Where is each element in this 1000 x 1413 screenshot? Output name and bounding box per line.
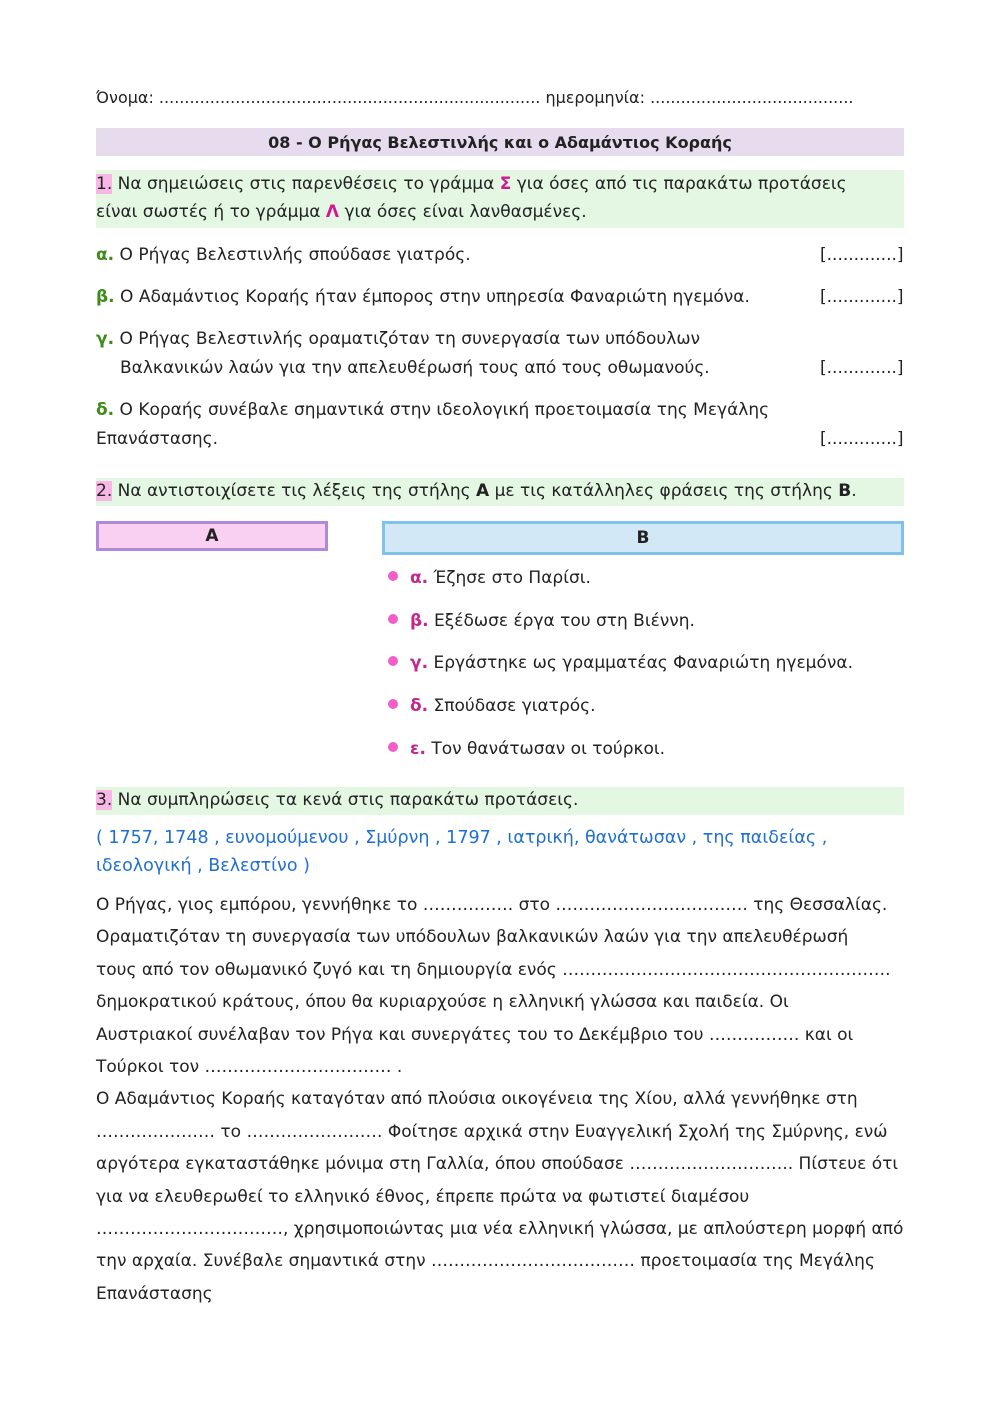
column-a-header: Α xyxy=(96,521,328,551)
tf-item-a xyxy=(96,245,471,265)
tf-item-d-answer-blank[interactable]: [.............] xyxy=(820,429,904,449)
exercise1-number: 1. xyxy=(96,174,113,194)
exercise2-number: 2. xyxy=(96,481,113,501)
exercise1-text-a: Να σημειώσεις στις παρενθέσεις το γράμμα xyxy=(112,174,500,194)
passage-line[interactable]: ……………………………, χρησιμοποιώντας μια νέα ελληνική γλώσσα, με απλούστερη μορφή από xyxy=(96,1219,904,1240)
passage-line[interactable]: τους από τον οθωμανικό ζυγό και τη δημιουργία ενός …………………………………………………. xyxy=(96,959,891,980)
fill-in-passage xyxy=(96,889,904,1310)
match-item-c-letter: γ. xyxy=(410,653,429,673)
exercise2-text-c: . xyxy=(851,481,857,501)
word-bank-line2: ιδεολογική , Βελεστίνο ) xyxy=(96,856,310,876)
tf-item-c xyxy=(96,329,700,349)
exercise2-col-b-ref: Β xyxy=(838,481,852,501)
tf-item-b-answer-blank[interactable]: [.............] xyxy=(820,287,904,307)
passage-line[interactable]: Τούρκοι τον …………………………… . xyxy=(96,1057,403,1078)
passage-line[interactable]: ………………… το …………………… Φοίτησε αρχικά στην Ευαγγελική Σχολή της Σμύρνης, ενώ xyxy=(96,1121,888,1142)
tf-item-a-text: Ο Ρήγας Βελεστινλής σπούδασε γιατρός. xyxy=(114,245,471,265)
exercise2-instruction xyxy=(96,481,857,501)
exercise1-text-c: είναι σωστές ή το γράμμα xyxy=(96,202,326,222)
page-title: 08 - Ο Ρήγας Βελεστινλής και ο Αδαμάντιος Κοραής xyxy=(96,128,904,156)
tf-item-a-answer-blank[interactable]: [.............] xyxy=(820,245,904,265)
tf-item-b-letter: β. xyxy=(96,287,115,307)
letter-lambda: Λ xyxy=(325,202,340,222)
exercise2-col-a-ref: Α xyxy=(476,481,490,501)
match-item-a[interactable] xyxy=(388,568,591,588)
passage-line[interactable]: Αυστριακοί συνέλαβαν τον Ρήγα και συνεργάτες του το Δεκέμβριο του ……………. και οι xyxy=(96,1024,854,1045)
bullet-dot-icon xyxy=(388,699,398,709)
name-date-line: Όνομα: ........................................................................... ημερομηνία: ........................................ xyxy=(96,88,854,107)
column-b-header: Β xyxy=(382,521,904,555)
tf-item-b xyxy=(96,287,750,307)
passage-line: δημοκρατικού κράτους, όπου θα κυριαρχούσε η ελληνική γλώσσα και παιδεία. Οι xyxy=(96,992,789,1013)
bullet-dot-icon xyxy=(388,614,398,624)
bullet-dot-icon xyxy=(388,742,398,752)
match-item-b[interactable] xyxy=(388,611,695,631)
tf-item-a-letter: α. xyxy=(96,245,115,265)
match-item-d-text: Σπούδασε γιατρός. xyxy=(433,696,596,716)
word-bank-line1: ( 1757, 1748 , ευνομούμενου , Σμύρνη , 1797 , ιατρική, θανάτωσαν , της παιδείας , xyxy=(96,828,828,848)
passage-line: Ο Αδαμάντιος Κοραής καταγόταν από πλούσια οικογένεια της Χίου, αλλά γεννήθηκε στη xyxy=(96,1089,858,1110)
exercise2-text-b: με τις κατάλληλες φράσεις της στήλης xyxy=(489,481,839,501)
match-item-a-letter: α. xyxy=(410,568,429,588)
exercise1-text-b: για όσες από τις παρακάτω προτάσεις xyxy=(511,174,847,194)
passage-line: Οραματιζόταν τη συνεργασία των υπόδουλων βαλκανικών λαών για την απελευθέρωσή xyxy=(96,927,849,948)
exercise3-text: Να συμπληρώσεις τα κενά στις παρακάτω προτάσεις. xyxy=(112,790,579,810)
tf-item-c-answer-blank[interactable]: [.............] xyxy=(820,358,904,378)
exercise3-instruction xyxy=(96,790,578,810)
exercise1-text-d: για όσες είναι λανθασμένες. xyxy=(339,202,587,222)
letter-sigma: Σ xyxy=(499,174,512,194)
passage-line[interactable]: Ο Ρήγας, γιος εμπόρου, γεννήθηκε το ……………. στο ……………………………. της Θεσσαλίας. xyxy=(96,895,888,915)
bullet-dot-icon xyxy=(388,571,398,581)
match-item-b-text: Εξέδωσε έργα του στη Βιέννη. xyxy=(434,611,695,631)
tf-item-d-line2: Επανάστασης. xyxy=(96,429,219,449)
match-item-e-text: Τον θανάτωσαν οι τούρκοι. xyxy=(431,739,666,759)
passage-line: για να ελευθερωθεί το ελληνικό έθνος, έπρεπε πρώτα να φωτιστεί διαμέσου xyxy=(96,1186,750,1207)
tf-item-c-line2: Βαλκανικών λαών για την απελευθέρωσή τους από τους οθωμανούς. xyxy=(120,358,710,378)
tf-item-c-text: Ο Ρήγας Βελεστινλής οραματιζόταν τη συνεργασία των υπόδουλων xyxy=(114,329,701,349)
tf-item-d xyxy=(96,400,769,420)
match-item-c-text: Εργάστηκε ως γραμματέας Φαναριώτη ηγεμόνα. xyxy=(433,653,853,673)
match-item-e[interactable] xyxy=(388,739,665,759)
passage-line[interactable]: την αρχαία. Συνέβαλε σημαντικά στην ……………………………… προετοιμασία της Μεγάλης xyxy=(96,1251,875,1272)
tf-item-d-text: Ο Κοραής συνέβαλε σημαντικά στην ιδεολογική προετοιμασία της Μεγάλης xyxy=(114,400,770,420)
tf-item-b-text: Ο Αδαμάντιος Κοραής ήταν έμπορος στην υπηρεσία Φαναριώτη ηγεμόνα. xyxy=(114,287,750,307)
tf-item-d-letter: δ. xyxy=(96,400,115,420)
match-item-c[interactable] xyxy=(388,653,853,673)
match-item-b-letter: β. xyxy=(410,611,429,631)
match-item-a-text: Έζησε στο Παρίσι. xyxy=(433,568,591,588)
match-item-d-letter: δ. xyxy=(410,696,429,716)
exercise2-text-a: Να αντιστοιχίσετε τις λέξεις της στήλης xyxy=(112,481,476,501)
passage-line[interactable]: αργότερα εγκαταστάθηκε μόνιμα στη Γαλλία, όπου σπούδασε ……………………….. Πίστευε ότι xyxy=(96,1154,899,1175)
exercise3-number: 3. xyxy=(96,790,113,810)
match-item-d[interactable] xyxy=(388,696,596,716)
tf-item-c-letter: γ. xyxy=(96,329,115,349)
passage-line: Επανάστασης xyxy=(96,1283,213,1304)
match-item-e-letter: ε. xyxy=(410,739,426,759)
exercise1-instruction-line1 xyxy=(96,174,847,194)
bullet-dot-icon xyxy=(388,656,398,666)
exercise1-instruction-line2 xyxy=(96,202,587,222)
